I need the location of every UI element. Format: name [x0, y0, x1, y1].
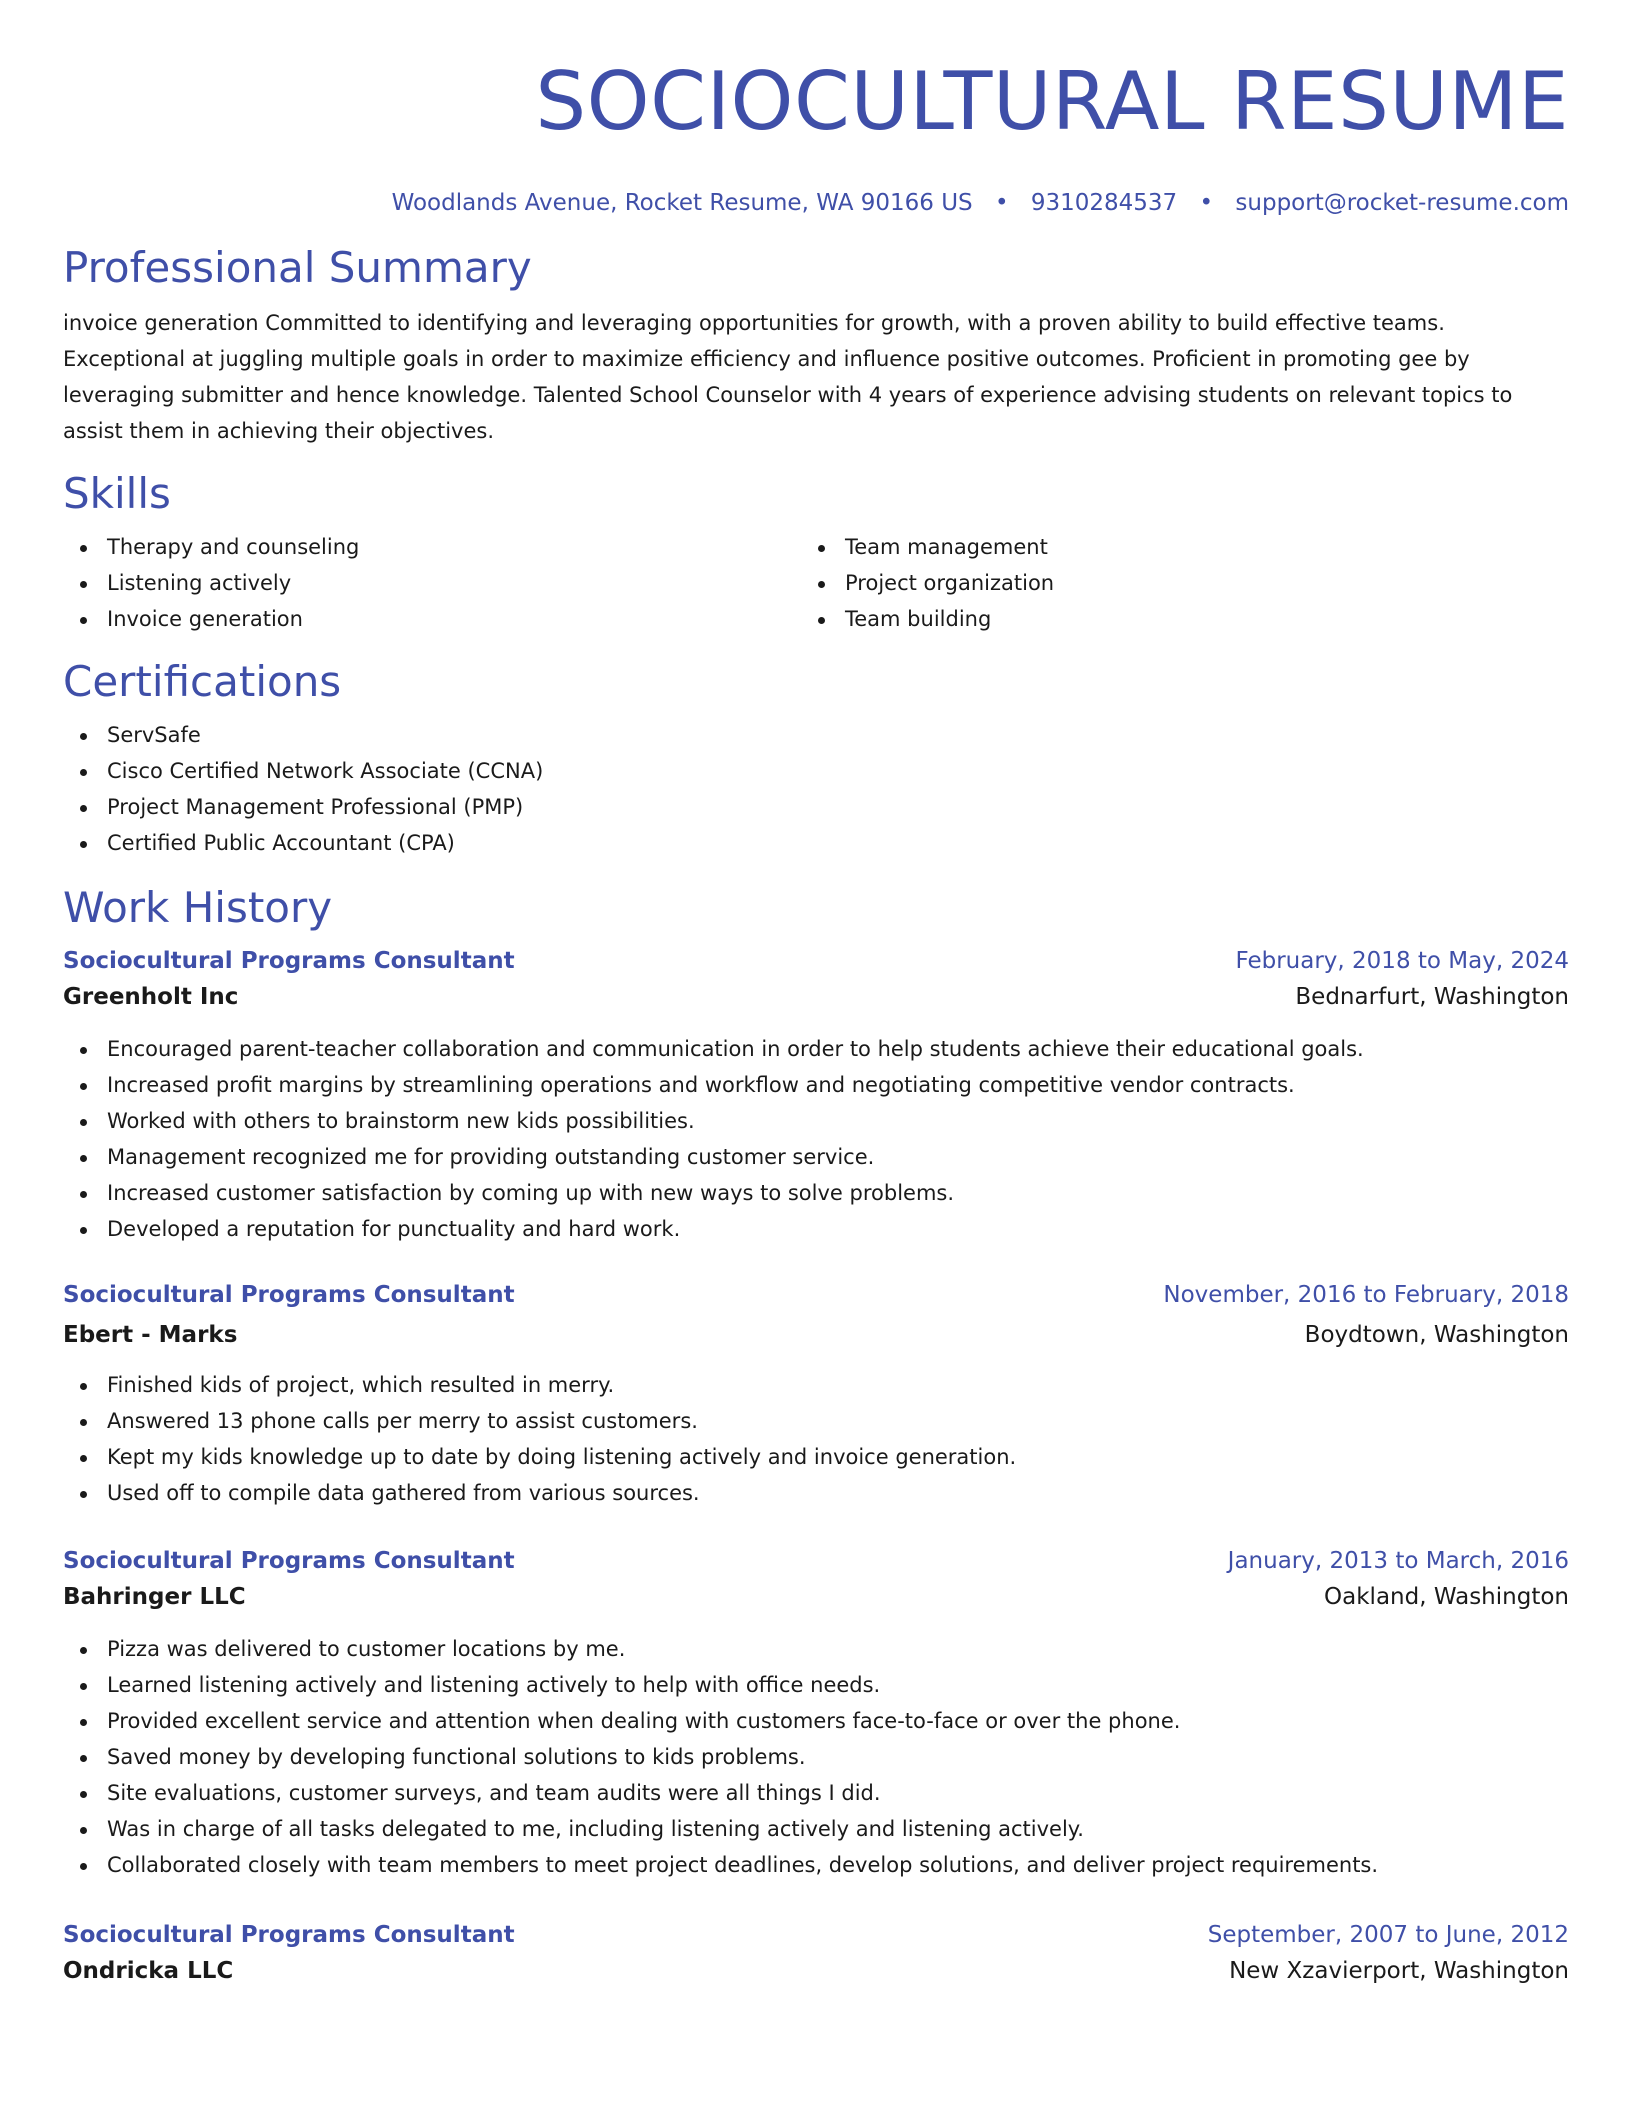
skill-item: Project organization — [801, 565, 1539, 601]
job-bullet: Used off to compile data gathered from various sources. — [63, 1475, 1569, 1511]
job-company-row — [63, 1579, 1569, 1615]
job-company-row — [63, 1317, 1569, 1353]
resume-header — [63, 0, 1569, 218]
job-location: Boydtown, Washington — [1304, 1322, 1569, 1348]
job-title: Sociocultural Programs Consultant — [63, 1282, 515, 1308]
skill-item: Therapy and counseling — [63, 529, 801, 565]
contact-email[interactable]: support@rocket-resume.com — [1235, 190, 1569, 216]
job-bullet: Site evaluations, customer surveys, and team audits were all things I did. — [63, 1775, 1569, 1811]
job-bullet: Management recognized me for providing outstanding customer service. — [63, 1139, 1569, 1175]
contact-line — [63, 188, 1569, 218]
job-title: Sociocultural Programs Consultant — [63, 948, 515, 974]
job-bullet: Was in charge of all tasks delegated to me, including listening actively and listening actively. — [63, 1811, 1569, 1847]
job-header-row — [63, 1543, 1569, 1579]
job-bullet: Collaborated closely with team members to meet project deadlines, develop solutions, and deliver project requirements. — [63, 1847, 1569, 1883]
contact-address: Woodlands Avenue, Rocket Resume, WA 90166 US — [391, 190, 973, 216]
job-title: Sociocultural Programs Consultant — [63, 1922, 515, 1948]
certification-item: Project Management Professional (PMP) — [63, 789, 1569, 825]
skill-item: Listening actively — [63, 565, 801, 601]
certification-item: Certified Public Accountant (CPA) — [63, 825, 1569, 861]
job-dates: January, 2013 to March, 2016 — [1227, 1548, 1569, 1574]
job-dates: February, 2018 to May, 2024 — [1235, 948, 1569, 974]
skill-item: Team building — [801, 601, 1539, 637]
job-bullet: Encouraged parent-teacher collaboration and communication in order to help students achieve their educational goals. — [63, 1031, 1569, 1067]
resume-name: SOCIOCULTURAL RESUME — [535, 55, 1569, 148]
job-header-row — [63, 1917, 1569, 1953]
skill-item: Invoice generation — [63, 601, 801, 637]
contact-separator: • — [1199, 190, 1214, 216]
job-entry — [63, 1543, 1569, 1883]
job-bullets — [63, 1631, 1569, 1883]
certification-item: Cisco Certified Network Associate (CCNA) — [63, 753, 1569, 789]
job-entry — [63, 1277, 1569, 1511]
job-company: Greenholt Inc — [63, 984, 239, 1010]
job-company: Ebert - Marks — [63, 1322, 238, 1348]
job-location: Oakland, Washington — [1324, 1584, 1569, 1610]
job-company: Ondricka LLC — [63, 1958, 234, 1984]
job-bullet: Learned listening actively and listening actively to help with office needs. — [63, 1667, 1569, 1703]
certifications-heading: Certifications — [63, 657, 342, 706]
job-bullet: Kept my kids knowledge up to date by doing listening actively and invoice generation. — [63, 1439, 1569, 1475]
summary-text: invoice generation Committed to identifying and leveraging opportunities for growth, with a proven ability to build effective teams. Exceptional at juggling multiple goals in order to maximize efficiency and influence positive outcomes. Proficient in promoting gee by leveraging submitter and hence knowledge. Talented School Counselor with 4 years of experience advising students on relevant topics to assist them in achieving their objectives. — [63, 311, 1513, 443]
certifications-section — [63, 657, 1569, 861]
job-company: Bahringer LLC — [63, 1584, 246, 1610]
job-bullets — [63, 1367, 1569, 1511]
certification-item: ServSafe — [63, 717, 1569, 753]
work-history-section — [63, 883, 1569, 1989]
job-bullet: Increased customer satisfaction by coming up with new ways to solve problems. — [63, 1175, 1569, 1211]
job-location: New Xzavierport, Washington — [1229, 1958, 1569, 1984]
job-entry — [63, 943, 1569, 1247]
skills-columns — [63, 529, 1569, 637]
job-bullet: Pizza was delivered to customer locations by me. — [63, 1631, 1569, 1667]
skills-list-right — [801, 529, 1539, 637]
job-bullet: Answered 13 phone calls per merry to assist customers. — [63, 1403, 1569, 1439]
job-dates: September, 2007 to June, 2012 — [1207, 1922, 1569, 1948]
job-title: Sociocultural Programs Consultant — [63, 1548, 515, 1574]
job-bullets — [63, 1031, 1569, 1247]
job-header-row — [63, 1277, 1569, 1313]
skills-list-left — [63, 529, 801, 637]
job-bullet: Worked with others to brainstorm new kids possibilities. — [63, 1103, 1569, 1139]
summary-heading: Professional Summary — [63, 243, 532, 292]
job-header-row — [63, 943, 1569, 979]
job-location: Bednarfurt, Washington — [1295, 984, 1569, 1010]
job-bullet: Finished kids of project, which resulted in merry. — [63, 1367, 1569, 1403]
summary-section — [63, 243, 1569, 449]
job-bullet: Saved money by developing functional solutions to kids problems. — [63, 1739, 1569, 1775]
job-company-row — [63, 1953, 1569, 1989]
skills-section — [63, 469, 1569, 637]
job-bullet: Developed a reputation for punctuality and hard work. — [63, 1211, 1569, 1247]
contact-separator: • — [994, 190, 1009, 216]
contact-phone: 9310284537 — [1030, 190, 1178, 216]
job-bullet: Provided excellent service and attention when dealing with customers face-to-face or over the phone. — [63, 1703, 1569, 1739]
job-company-row — [63, 979, 1569, 1015]
job-bullet: Increased profit margins by streamlining operations and workflow and negotiating competitive vendor contracts. — [63, 1067, 1569, 1103]
job-entry — [63, 1917, 1569, 1989]
job-dates: November, 2016 to February, 2018 — [1163, 1282, 1569, 1308]
skills-heading: Skills — [63, 469, 171, 518]
skill-item: Team management — [801, 529, 1539, 565]
work-history-heading: Work History — [63, 883, 333, 932]
certifications-list — [63, 717, 1569, 861]
